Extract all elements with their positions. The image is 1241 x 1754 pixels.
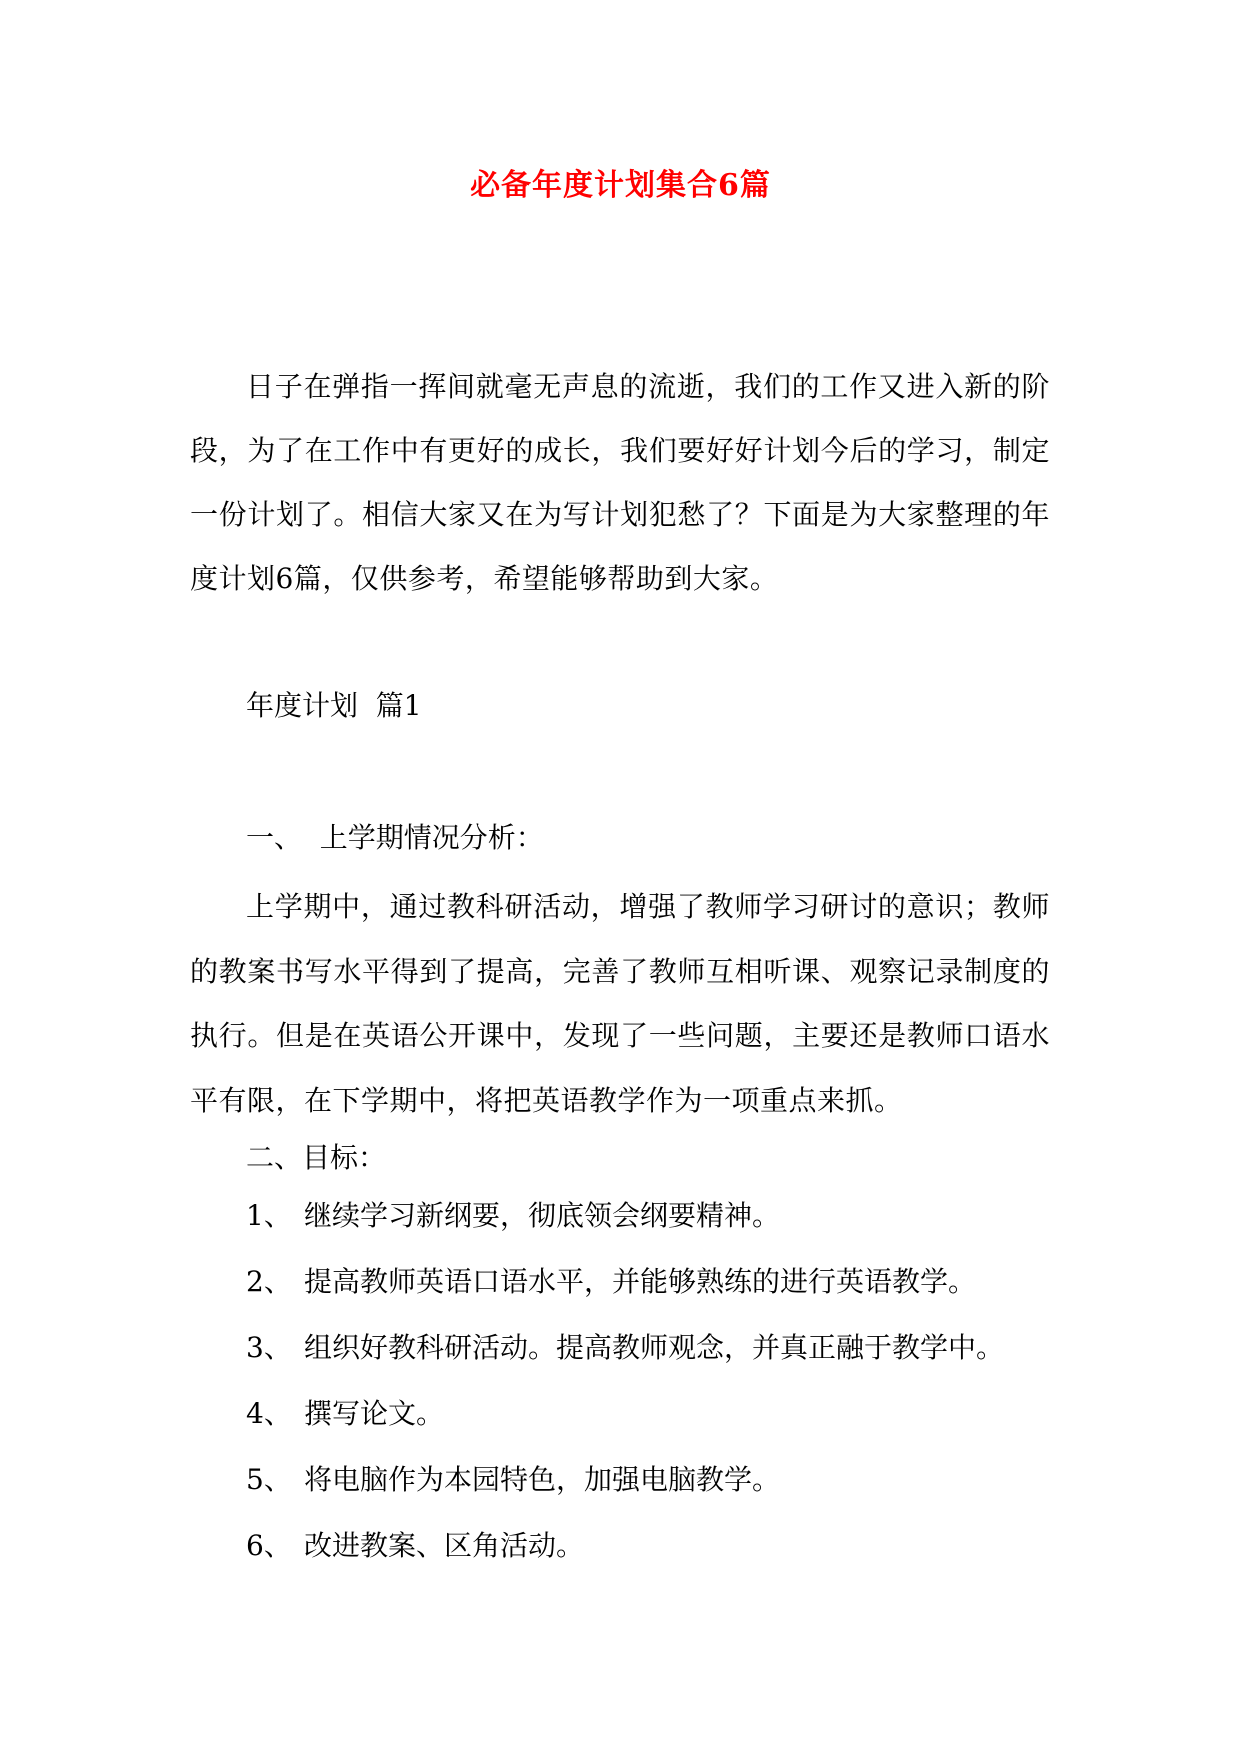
document-title: 必备年度计划集合6篇 <box>470 168 771 203</box>
goal-text: 组织好教科研活动。提高教师观念，并真正融于教学中。 <box>304 1331 1005 1364</box>
goal-number: 3、 <box>246 1331 292 1364</box>
goal-text: 继续学习新纲要，彻底领会纲要精神。 <box>304 1199 781 1232</box>
goal-number: 4、 <box>246 1397 292 1430</box>
heading-goals: 二、目标： <box>246 1141 387 1174</box>
goal-item <box>246 1328 1004 1394</box>
section-heading: 年度计划 篇1 <box>246 689 422 722</box>
goal-number: 6、 <box>246 1529 292 1562</box>
heading-situation-analysis: 一、 上学期情况分析： <box>246 821 544 854</box>
goal-text: 将电脑作为本园特色，加强电脑教学。 <box>304 1463 781 1496</box>
goal-item <box>246 1262 1004 1328</box>
goals-list <box>246 1196 1004 1592</box>
goal-item <box>246 1526 1004 1592</box>
intro-paragraph: 日子在弹指一挥间就毫无声息的流逝，我们的工作又进入新的阶段，为了在工作中有更好的成长，我们要好好计划今后的学习，制定一份计划了。相信大家又在为写计划犯愁了？下面是为大家整理的年度计划6篇，仅供参考，希望能够帮助到大家。 <box>190 370 1050 595</box>
goal-text: 撰写论文。 <box>304 1397 445 1430</box>
goal-item <box>246 1460 1004 1526</box>
goal-number: 1、 <box>246 1199 292 1232</box>
goal-item <box>246 1196 1004 1262</box>
goal-number: 2、 <box>246 1265 292 1298</box>
analysis-paragraph: 上学期中，通过教科研活动，增强了教师学习研讨的意识；教师的教案书写水平得到了提高，完善了教师互相听课、观察记录制度的执行。但是在英语公开课中，发现了一些问题，主要还是教师口语水平有限，在下学期中，将把英语教学作为一项重点来抓。 <box>190 890 1050 1117</box>
goal-item <box>246 1394 1004 1460</box>
goal-number: 5、 <box>246 1463 292 1496</box>
goal-text: 改进教案、区角活动。 <box>304 1529 585 1562</box>
goal-text: 提高教师英语口语水平，并能够熟练的进行英语教学。 <box>304 1265 977 1298</box>
